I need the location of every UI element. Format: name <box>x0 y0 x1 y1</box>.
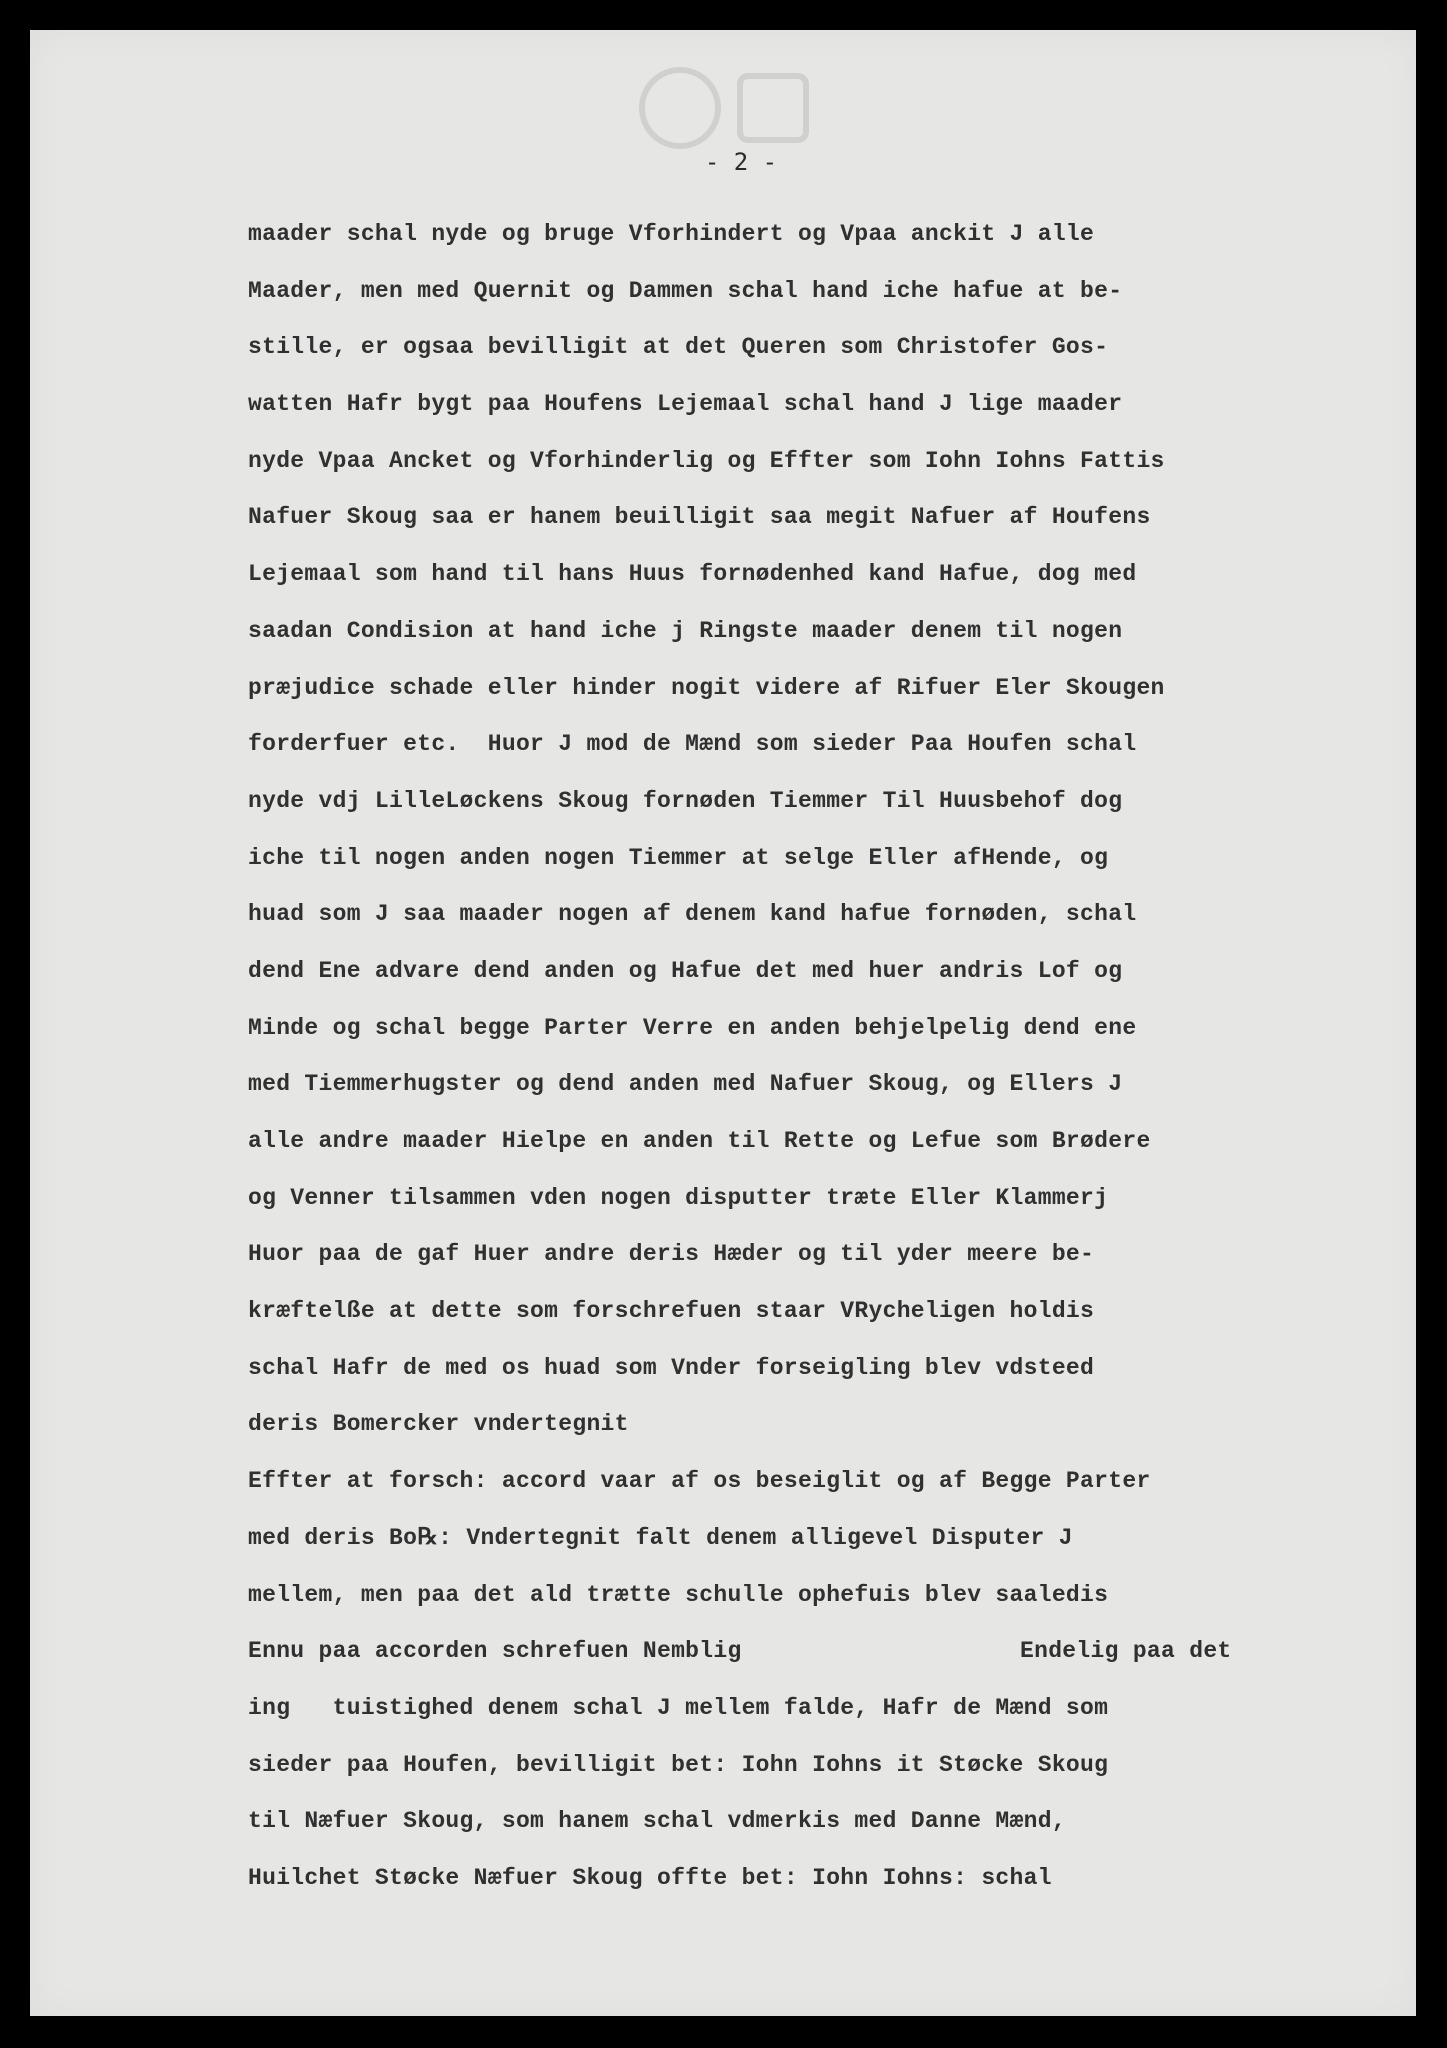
text-line: iche til nogen anden nogen Tiemmer at selge Eller afHende, og <box>248 844 1109 871</box>
text-line: og Venner tilsammen vden nogen disputter træte Eller Klammerj <box>248 1184 1109 1211</box>
text-line-split <box>248 1623 1388 1680</box>
text-line: watten Hafr bygt paa Houfens Lejemaal schal hand J lige maader <box>248 391 1123 418</box>
text-line: maader schal nyde og bruge Vforhindert og Vpaa anckit J alle <box>248 221 1095 247</box>
split-line-right: Endelig paa det <box>1020 1638 1232 1665</box>
text-line: med Tiemmerhugster og dend anden med Nafuer Skoug, og Ellers J <box>248 1071 1123 1098</box>
text-line: nyde Vpaa Ancket og Vforhinderlig og Effter som Iohn Iohns Fattis <box>248 447 1165 474</box>
text-line: præjudice schade eller hinder nogit videre af Rifuer Eler Skougen <box>248 674 1165 701</box>
document-page <box>30 30 1416 2016</box>
text-line: Nafuer Skoug saa er hanem beuilligit saa megit Nafuer af Houfens <box>248 504 1151 531</box>
text-line: Lejemaal som hand til hans Huus fornødenhed kand Hafue, dog med <box>248 561 1137 588</box>
split-line-left: Ennu paa accorden schrefuen Nemblig <box>248 1638 742 1665</box>
text-line: forderfuer etc. Huor J mod de Mænd som sieder Paa Houfen schal <box>248 731 1137 758</box>
text-line: kræftelße at dette som forschrefuen staar VRycheligen holdis <box>248 1298 1095 1325</box>
text-line: Maader, men med Quernit og Dammen schal hand iche hafue at be- <box>248 277 1123 304</box>
text-line: deris Bomercker vndertegnit <box>248 1411 629 1438</box>
text-line: mellem, men paa det ald trætte schulle ophefuis blev saaledis <box>248 1581 1109 1608</box>
text-line: dend Ene advare dend anden og Hafue det med huer andris Lof og <box>248 957 1123 984</box>
text-line: ing tuistighed denem schal J mellem falde, Hafr de Mænd som <box>248 1694 1109 1721</box>
text-line: sieder paa Houfen, bevilligit bet: Iohn Iohns it Støcke Skoug <box>248 1751 1109 1778</box>
text-line: med deris Bo℞: Vndertegnit falt denem alligevel Disputer J <box>248 1524 1073 1551</box>
text-line: schal Hafr de med os huad som Vnder forseigling blev vdsteed <box>248 1354 1095 1381</box>
text-line: Minde og schal begge Parter Verre en anden behjelpelig dend ene <box>248 1014 1137 1041</box>
text-line: saadan Condision at hand iche j Ringste maader denem til nogen <box>248 617 1123 644</box>
text-line: Huor paa de gaf Huer andre deris Hæder og til yder meere be- <box>248 1241 1095 1268</box>
document-body <box>248 206 1388 1907</box>
text-line: Effter at forsch: accord vaar af os beseiglit og af Begge Parter <box>248 1468 1151 1495</box>
text-line: til Næfuer Skoug, som hanem schal vdmerkis med Danne Mænd, <box>248 1808 1066 1835</box>
text-line: nyde vdj LilleLøckens Skoug fornøden Tiemmer Til Huusbehof dog <box>248 787 1123 814</box>
text-line: stille, er ogsaa bevilligit at det Queren som Christofer Gos- <box>248 334 1109 361</box>
text-line: Huilchet Støcke Næfuer Skoug offte bet: Iohn Iohns: schal <box>248 1864 1052 1891</box>
page-number: - 2 - <box>704 148 778 176</box>
archive-stamp-icon <box>630 58 820 158</box>
text-line: huad som J saa maader nogen af denem kand hafue fornøden, schal <box>248 901 1137 928</box>
text-line: alle andre maader Hielpe en anden til Rette og Lefue som Brødere <box>248 1128 1151 1154</box>
